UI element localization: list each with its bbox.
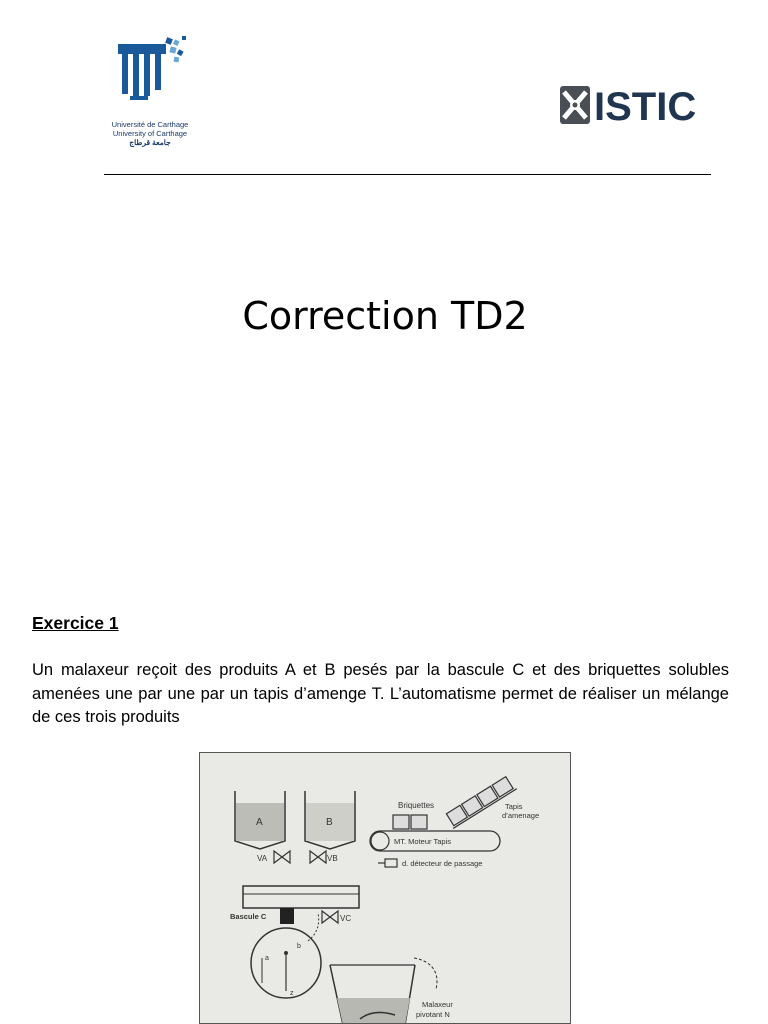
- detector-label: d. détecteur de passage: [402, 859, 483, 868]
- briquettes: [393, 775, 517, 829]
- tank-a: [235, 791, 285, 849]
- university-name-ar: جامعة قرطاج: [129, 138, 171, 147]
- mark-z-label: z: [290, 990, 294, 997]
- valve-vb-label: VB: [327, 854, 338, 863]
- university-name-en: University of Carthage: [112, 129, 188, 138]
- istic-wordmark: ISTIC: [594, 85, 697, 128]
- malaxeur-label-2: pivotant N: [416, 1010, 450, 1019]
- tapis-label: Tapis: [505, 802, 523, 811]
- exercise-heading: Exercice 1: [32, 613, 119, 633]
- valve-va-label: VA: [257, 854, 268, 863]
- malaxeur-label: Malaxeur: [422, 1000, 453, 1009]
- tank-a-label: A: [256, 817, 263, 828]
- header-divider: [104, 174, 711, 175]
- university-name-fr: Université de Carthage: [111, 120, 189, 129]
- passage-detector: [378, 859, 482, 868]
- mark-a-label: a: [265, 955, 269, 962]
- bascule-label: Bascule C: [230, 912, 267, 921]
- mark-b-label: b: [297, 943, 301, 950]
- tapis-label-2: d’amenage: [502, 811, 540, 820]
- valve-vc-label: VC: [340, 914, 352, 923]
- tank-b-label: B: [326, 817, 333, 828]
- mixer-system-figure: [199, 752, 571, 1024]
- valve-va: [257, 851, 290, 863]
- tank-b: [305, 791, 355, 849]
- istic-emblem-icon: [560, 86, 590, 124]
- valve-vb: [310, 851, 338, 863]
- istic-logo: [558, 82, 700, 128]
- columns-emblem: [104, 32, 196, 122]
- bascule-c: [230, 886, 359, 924]
- cam-wheel: [251, 913, 321, 998]
- motor-label: MT. Moteur Tapis: [394, 837, 451, 846]
- exercise-statement: Un malaxeur reçoit des produits A et B pesés par la bascule C et des briquettes solubles amenées une par une par un tapis d’amenge T. L’automatisme permet de réaliser un mélange de ces trois produits: [32, 661, 729, 726]
- document-title: Correction TD2: [242, 294, 528, 338]
- university-name: [104, 120, 196, 147]
- briquettes-label: Briquettes: [398, 801, 435, 810]
- malaxeur-mixer: [330, 958, 453, 1024]
